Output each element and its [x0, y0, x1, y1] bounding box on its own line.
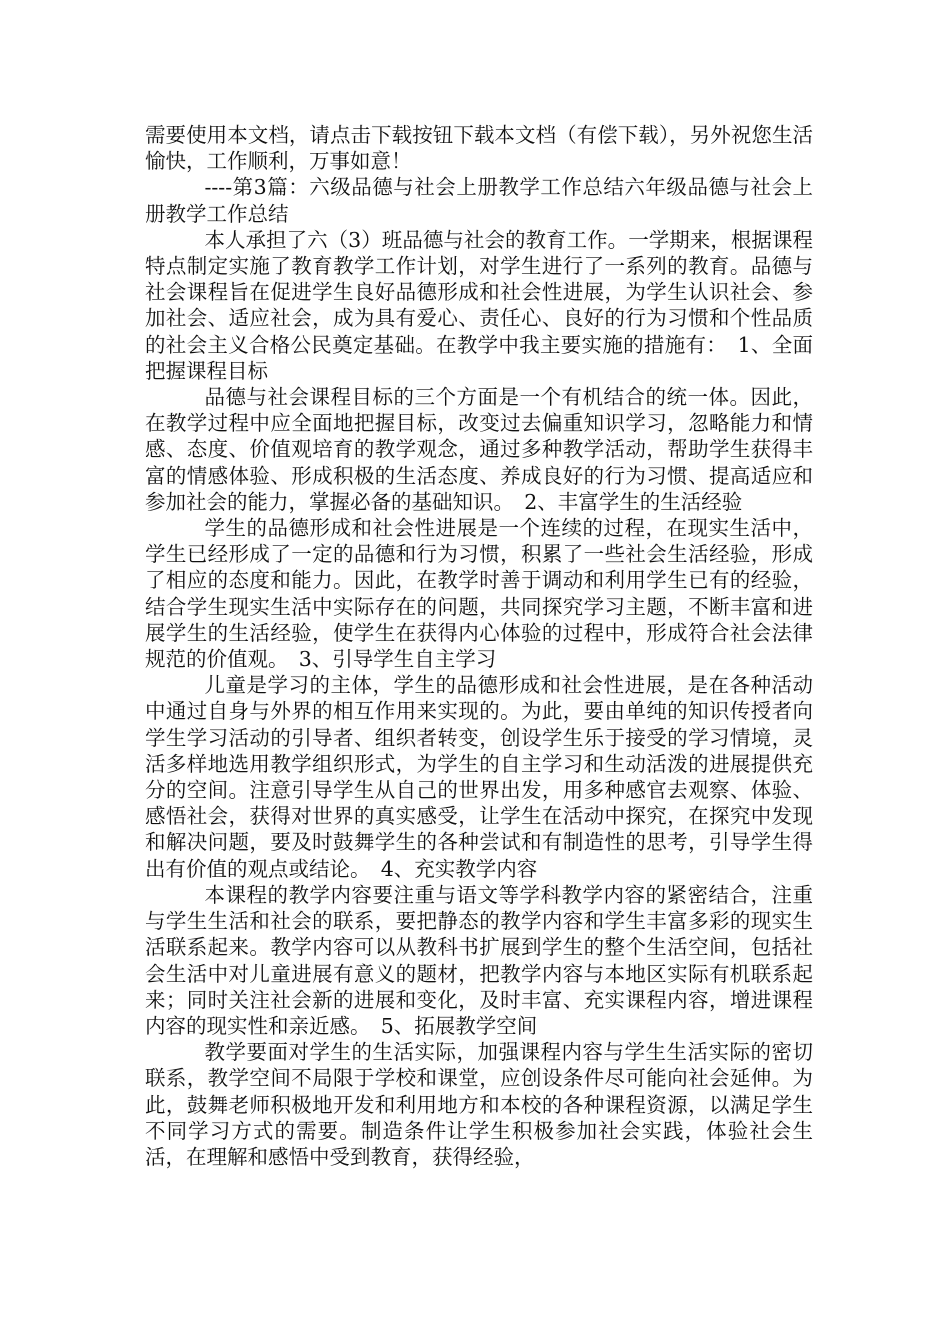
paragraph-teaching-space: 教学要面对学生的生活实际，加强课程内容与学生生活实际的密切联系，教学空间不局限于学校和课堂，应创设条件尽可能向社会延伸。为此，鼓舞老师积极地开发和利用地方和本校的各种课程资源，以满足学生不同学习方式的需要。制造条件让学生积极参加社会实践，体验社会生活，在理解和感悟中受到教育，获得经验，: [145, 1040, 813, 1169]
paragraph-intro: 本人承担了六（3）班品德与社会的教育工作。一学期来，根据课程特点制定实施了教育教学工作计划，对学生进行了一系列的教育。品德与社会课程旨在促进学生良好品德形成和社会性进展，为学生认识社会、参加社会、适应社会，成为具有爱心、责任心、良好的行为习惯和个性品质的社会主义合格公民奠定基础。在教学中我主要实施的措施有： 1、全面把握课程目标: [145, 227, 813, 383]
paragraph-course-goals: 品德与社会课程目标的三个方面是一个有机结合的统一体。因此，在教学过程中应全面地把握目标，改变过去偏重知识学习，忽略能力和情感、态度、价值观培育的教学观念，通过多种教学活动，帮助学生获得丰富的情感体验、形成积极的生活态度、养成良好的行为习惯、提高适应和参加社会的能力，掌握必备的基础知识。 2、丰富学生的生活经验: [145, 385, 813, 514]
document-body: [145, 122, 813, 1170]
paragraph-teaching-content: 本课程的教学内容要注重与语文等学科教学内容的紧密结合，注重与学生生活和社会的联系，要把静态的教学内容和学生丰富多彩的现实生活联系起来。教学内容可以从教科书扩展到学生的整个生活空间，包括社会生活中对儿童进展有意义的题材，把教学内容与本地区实际有机联系起来；同时关注社会新的进展和变化，及时丰富、充实课程内容，增进课程内容的现实性和亲近感。 5、拓展教学空间: [145, 882, 813, 1038]
paragraph-self-learning: 儿童是学习的主体，学生的品德形成和社会性进展，是在各种活动中通过自身与外界的相互作用来实现的。为此，要由单纯的知识传授者向学生学习活动的引导者、组织者转变，创设学生乐于接受的学习情境，灵活多样地选用教学组织形式，为学生的自主学习和生动活泼的进展提供充分的空间。注意引导学生从自己的世界出发，用多种感官去观察、体验、感悟社会，获得对世界的真实感受，让学生在活动中探究，在探究中发现和解决问题，要及时鼓舞学生的各种尝试和有制造性的思考，引导学生得出有价值的观点或结论。 4、充实教学内容: [145, 673, 813, 881]
paragraph-life-experience: 学生的品德形成和社会性进展是一个连续的过程，在现实生活中，学生已经形成了一定的品德和行为习惯，积累了一些社会生活经验，形成了相应的态度和能力。因此，在教学时善于调动和利用学生已有的经验，结合学生现实生活中实际存在的问题，共同探究学习主题，不断丰富和进展学生的生活经验，使学生在获得内心体验的过程中，形成符合社会法律规范的价值观。 3、引导学生自主学习: [145, 516, 813, 672]
paragraph-section-title: ----第3篇：六级品德与社会上册教学工作总结六年级品德与社会上册教学工作总结: [145, 175, 813, 226]
paragraph-closing-note: 需要使用本文档，请点击下载按钮下载本文档（有偿下载），另外祝您生活愉快，工作顺利，万事如意！: [145, 123, 813, 174]
